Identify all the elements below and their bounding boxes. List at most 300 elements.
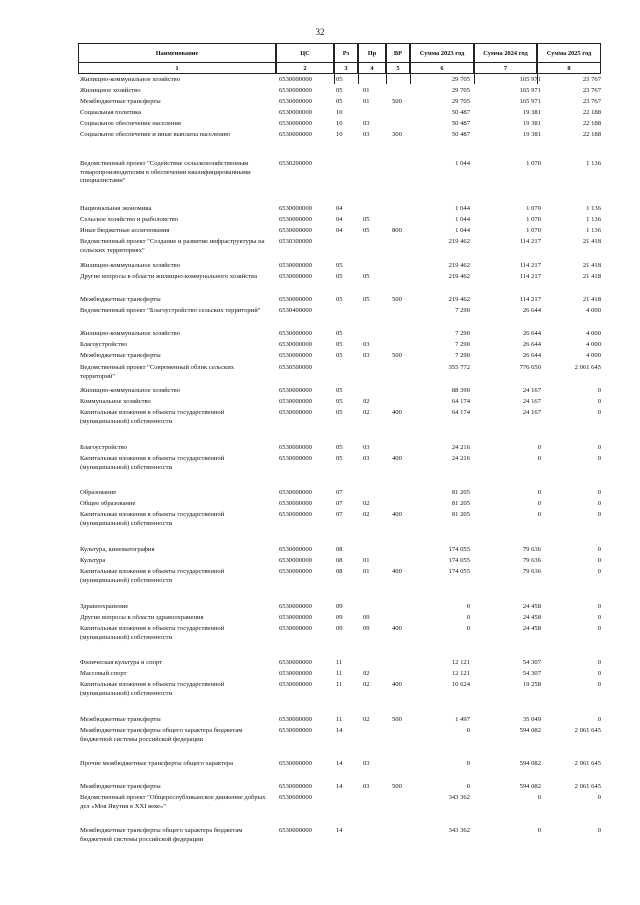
row-cs: 6530000000 — [279, 511, 312, 518]
row-rz: 05 — [336, 409, 343, 416]
row-sum-2024: 114 217 — [519, 262, 541, 269]
row-sum-2024: 1 070 — [526, 216, 541, 223]
row-cs: 6530000000 — [279, 120, 312, 127]
row-rz: 05 — [336, 444, 343, 451]
row-sum-2025: 2 061 645 — [574, 783, 601, 790]
row-pr: 02 — [363, 681, 370, 688]
row-vr: 400 — [392, 625, 402, 632]
header-pr: Пр — [358, 43, 386, 63]
row-pr: 02 — [363, 409, 370, 416]
row-sum-2024: 165 971 — [519, 98, 541, 105]
row-sum-2024: 24 458 — [522, 603, 541, 610]
row-sum-2024: 79 636 — [522, 557, 541, 564]
row-pr: 02 — [363, 398, 370, 405]
row-rz: 09 — [336, 603, 343, 610]
row-cs: 6530000000 — [279, 557, 312, 564]
row-sum-2024: 19 381 — [522, 109, 541, 116]
row-cs: 6530000000 — [279, 87, 312, 94]
row-rz: 10 — [336, 120, 343, 127]
row-sum-2023: 7 290 — [455, 341, 470, 348]
row-sum-2025: 23 767 — [582, 76, 601, 83]
col-number: 2 — [276, 63, 334, 74]
row-sum-2023: 174 055 — [448, 546, 470, 553]
row-sum-2024: 26 644 — [522, 352, 541, 359]
header-name: Наименование — [78, 43, 276, 63]
row-sum-2025: 0 — [597, 625, 601, 632]
row-name: Здравоохранение — [80, 603, 129, 610]
row-name: Ведомственный проект "Создание и развитие инфраструктуры на сельских территориях" — [80, 238, 265, 254]
row-cs: 6530000000 — [279, 98, 312, 105]
row-sum-2025: 0 — [597, 827, 601, 834]
page-number: 32 — [315, 27, 325, 37]
row-sum-2023: 29 705 — [451, 87, 470, 94]
row-sum-2023: 174 055 — [448, 568, 470, 575]
row-rz: 05 — [336, 76, 343, 83]
row-name: Ведомственный проект "Благоустройство сельских территорий" — [80, 307, 261, 314]
row-sum-2023: 7 290 — [455, 352, 470, 359]
row-cs: 6530000000 — [279, 546, 312, 553]
row-sum-2025: 0 — [597, 568, 601, 575]
row-cs: 6530000000 — [279, 387, 312, 394]
header-rz: Рз — [334, 43, 358, 63]
row-sum-2025: 0 — [597, 794, 601, 801]
row-sum-2025: 22 188 — [582, 109, 601, 116]
row-cs: 6530000000 — [279, 716, 312, 723]
row-sum-2023: 24 216 — [451, 455, 470, 462]
row-name: Социальная политика — [80, 109, 142, 116]
row-sum-2025: 1 136 — [586, 205, 601, 212]
row-sum-2024: 54 307 — [522, 659, 541, 666]
row-sum-2023: 81 205 — [451, 511, 470, 518]
row-name: Общее образование — [80, 500, 136, 507]
row-rz: 09 — [336, 614, 343, 621]
row-name: Другие вопросы в области жилищно-коммунального хозяйства — [80, 273, 257, 280]
row-rz: 05 — [336, 273, 343, 280]
row-sum-2025: 0 — [597, 489, 601, 496]
row-sum-2023: 29 705 — [451, 98, 470, 105]
row-rz: 04 — [336, 205, 343, 212]
row-sum-2025: 0 — [597, 500, 601, 507]
row-sum-2024: 114 217 — [519, 296, 541, 303]
row-rz: 05 — [336, 296, 343, 303]
row-sum-2023: 12 121 — [451, 659, 470, 666]
row-sum-2024: 19 381 — [522, 120, 541, 127]
row-sum-2024: 165 971 — [519, 87, 541, 94]
row-vr: 500 — [392, 296, 402, 303]
row-pr: 01 — [363, 98, 370, 105]
row-sum-2024: 0 — [537, 455, 541, 462]
row-sum-2024: 776 650 — [519, 364, 541, 371]
column-divider — [386, 74, 387, 84]
row-cs: 6530000000 — [279, 444, 312, 451]
row-sum-2023: 50 487 — [451, 120, 470, 127]
row-pr: 02 — [363, 716, 370, 723]
row-cs: 6530000000 — [279, 681, 312, 688]
row-pr: 09 — [363, 614, 370, 621]
row-cs: 6530000000 — [279, 330, 312, 337]
row-name: Жилищно-коммунальное хозяйство — [80, 387, 181, 394]
row-sum-2024: 0 — [537, 489, 541, 496]
header-cs: ЦС — [276, 43, 334, 63]
row-pr: 03 — [363, 131, 370, 138]
row-sum-2024: 24 167 — [522, 409, 541, 416]
row-cs: 6530000000 — [279, 216, 312, 223]
row-cs: 6530000000 — [279, 296, 312, 303]
row-rz: 04 — [336, 216, 343, 223]
row-cs: 6530500000 — [279, 364, 312, 371]
row-pr: 03 — [363, 120, 370, 127]
row-pr: 05 — [363, 296, 370, 303]
row-rz: 08 — [336, 546, 343, 553]
row-sum-2023: 29 705 — [451, 76, 470, 83]
row-name: Капитальные вложения в объекты государственной (муниципальной) собственности — [80, 409, 225, 425]
row-vr: 400 — [392, 409, 402, 416]
row-sum-2024: 24 167 — [522, 387, 541, 394]
row-sum-2023: 64 174 — [451, 409, 470, 416]
row-cs: 6530000000 — [279, 727, 312, 734]
row-sum-2024: 26 644 — [522, 341, 541, 348]
row-vr: 400 — [392, 681, 402, 688]
row-sum-2023: 24 216 — [451, 444, 470, 451]
row-sum-2023: 1 044 — [455, 216, 470, 223]
row-pr: 03 — [363, 455, 370, 462]
row-name: Культура, кинематография — [80, 546, 155, 553]
row-sum-2023: 343 362 — [448, 827, 470, 834]
row-pr: 03 — [363, 341, 370, 348]
row-sum-2023: 0 — [466, 625, 470, 632]
col-number: 5 — [386, 63, 410, 74]
row-sum-2025: 0 — [597, 670, 601, 677]
row-rz: 11 — [336, 670, 343, 677]
row-name: Социальное обеспечение и иные выплаты населению — [80, 131, 231, 138]
col-number: 8 — [537, 63, 601, 74]
row-name: Сельское хозяйство и рыболовство — [80, 216, 179, 223]
row-pr: 05 — [363, 273, 370, 280]
row-cs: 6530000000 — [279, 341, 312, 348]
row-sum-2024: 594 082 — [519, 783, 541, 790]
row-sum-2024: 26 644 — [522, 307, 541, 314]
row-name: Массовый спорт — [80, 670, 127, 677]
row-name: Капитальные вложения в объекты государственной (муниципальной) собственности — [80, 625, 225, 641]
row-name: Межбюджетные трансферты — [80, 783, 161, 790]
row-rz: 11 — [336, 716, 343, 723]
row-cs: 6530000000 — [279, 827, 312, 834]
row-cs: 6530000000 — [279, 489, 312, 496]
row-sum-2023: 219 462 — [448, 296, 470, 303]
row-name: Жилищно-коммунальное хозяйство — [80, 330, 181, 337]
row-name: Межбюджетные трансферты — [80, 296, 161, 303]
row-cs: 6530000000 — [279, 455, 312, 462]
row-vr: 500 — [392, 98, 402, 105]
col-number: 6 — [410, 63, 474, 74]
col-number: 7 — [474, 63, 537, 74]
row-rz: 07 — [336, 489, 343, 496]
row-sum-2024: 1 070 — [526, 205, 541, 212]
row-cs: 6530000000 — [279, 603, 312, 610]
row-sum-2024: 1 070 — [526, 227, 541, 234]
row-sum-2025: 23 767 — [582, 98, 601, 105]
row-cs: 6530000000 — [279, 568, 312, 575]
row-sum-2024: 24 167 — [522, 398, 541, 405]
row-cs: 6530000000 — [279, 131, 312, 138]
row-sum-2023: 219 462 — [448, 273, 470, 280]
row-pr: 02 — [363, 511, 370, 518]
row-pr: 01 — [363, 557, 370, 564]
row-vr: 500 — [392, 716, 402, 723]
row-name: Физическая культура и спорт — [80, 659, 163, 666]
row-sum-2025: 22 188 — [582, 120, 601, 127]
row-rz: 11 — [336, 659, 343, 666]
row-sum-2024: 0 — [537, 827, 541, 834]
header-sum-2023: Сумма 2023 год — [410, 43, 474, 63]
row-sum-2025: 21 418 — [582, 238, 601, 245]
col-number: 4 — [358, 63, 386, 74]
row-cs: 6530000000 — [279, 205, 312, 212]
row-cs: 6530000000 — [279, 670, 312, 677]
row-name: Ведомственный проект "Общереспубликанское движение добрых дел «Моя Якутия в XXI веке»" — [80, 794, 266, 810]
row-sum-2023: 1 044 — [455, 205, 470, 212]
row-name: Капитальные вложения в объекты государственной (муниципальной) собственности — [80, 568, 225, 584]
row-name: Жилищное хозяйство — [80, 87, 141, 94]
row-sum-2025: 0 — [597, 614, 601, 621]
row-pr: 01 — [363, 87, 370, 94]
row-sum-2023: 64 174 — [451, 398, 470, 405]
row-sum-2024: 19 381 — [522, 131, 541, 138]
row-sum-2024: 0 — [537, 794, 541, 801]
row-sum-2024: 594 082 — [519, 727, 541, 734]
row-rz: 10 — [336, 109, 343, 116]
row-sum-2023: 7 290 — [455, 330, 470, 337]
row-sum-2025: 21 418 — [582, 296, 601, 303]
row-name: Ведомственный проект "Современный облик сельских территорий" — [80, 364, 235, 380]
row-rz: 09 — [336, 625, 343, 632]
row-rz: 05 — [336, 352, 343, 359]
row-vr: 300 — [392, 131, 402, 138]
row-pr: 03 — [363, 444, 370, 451]
row-sum-2025: 0 — [597, 557, 601, 564]
row-sum-2025: 1 136 — [586, 227, 601, 234]
row-pr: 05 — [363, 227, 370, 234]
row-name: Благоустройство — [80, 341, 127, 348]
row-cs: 6530000000 — [279, 783, 312, 790]
row-sum-2023: 0 — [466, 783, 470, 790]
row-sum-2025: 0 — [597, 387, 601, 394]
row-name: Капитальные вложения в объекты государственной (муниципальной) собственности — [80, 511, 225, 527]
row-pr: 03 — [363, 783, 370, 790]
row-sum-2024: 114 217 — [519, 273, 541, 280]
col-number: 1 — [78, 63, 276, 74]
row-sum-2023: 81 205 — [451, 500, 470, 507]
column-divider — [358, 74, 359, 84]
row-rz: 14 — [336, 783, 343, 790]
row-name: Образование — [80, 489, 117, 496]
row-cs: 6530200000 — [279, 160, 312, 167]
row-sum-2025: 21 418 — [582, 273, 601, 280]
row-sum-2023: 0 — [466, 727, 470, 734]
header-sum-2025: Сумма 2025 год — [537, 43, 601, 63]
row-vr: 400 — [392, 455, 402, 462]
row-sum-2023: 10 624 — [451, 681, 470, 688]
row-sum-2025: 23 767 — [582, 87, 601, 94]
row-sum-2025: 0 — [597, 511, 601, 518]
row-rz: 05 — [336, 387, 343, 394]
row-sum-2023: 174 055 — [448, 557, 470, 564]
row-cs: 6530000000 — [279, 262, 312, 269]
row-sum-2025: 2 061 645 — [574, 727, 601, 734]
row-name: Другие вопросы в области здравоохранения — [80, 614, 204, 621]
row-cs: 6530000000 — [279, 352, 312, 359]
header-sum-2024: Сумма 2024 год — [474, 43, 537, 63]
row-name: Иные бюджетные ассигнования — [80, 227, 170, 234]
row-sum-2025: 0 — [597, 444, 601, 451]
row-cs: 6530000000 — [279, 109, 312, 116]
row-sum-2023: 0 — [466, 603, 470, 610]
row-rz: 10 — [336, 131, 343, 138]
row-rz: 07 — [336, 500, 343, 507]
row-sum-2023: 219 462 — [448, 238, 470, 245]
row-rz: 05 — [336, 262, 343, 269]
row-sum-2025: 0 — [597, 409, 601, 416]
row-pr: 05 — [363, 216, 370, 223]
row-sum-2024: 19 258 — [522, 681, 541, 688]
row-name: Жилищно-коммунальное хозяйство — [80, 76, 181, 83]
row-cs: 6530000000 — [279, 760, 312, 767]
header-vr: ВР — [386, 43, 410, 63]
row-vr: 400 — [392, 511, 402, 518]
row-name: Социальное обеспечение населения — [80, 120, 181, 127]
row-sum-2025: 22 188 — [582, 131, 601, 138]
row-sum-2024: 0 — [537, 500, 541, 507]
column-divider — [334, 74, 335, 84]
row-rz: 11 — [336, 681, 343, 688]
row-pr: 02 — [363, 670, 370, 677]
row-sum-2023: 81 205 — [451, 489, 470, 496]
row-name: Прочие межбюджетные трансферты общего характера — [80, 760, 234, 767]
row-sum-2025: 4 000 — [586, 330, 601, 337]
row-sum-2023: 219 462 — [448, 262, 470, 269]
row-cs: 6530300000 — [279, 238, 312, 245]
row-sum-2023: 12 121 — [451, 670, 470, 677]
row-sum-2024: 24 458 — [522, 614, 541, 621]
row-sum-2025: 0 — [597, 603, 601, 610]
row-sum-2023: 50 487 — [451, 109, 470, 116]
row-sum-2025: 21 418 — [582, 262, 601, 269]
row-cs: 6530000000 — [279, 409, 312, 416]
row-sum-2023: 7 290 — [455, 307, 470, 314]
row-rz: 05 — [336, 398, 343, 405]
row-name: Межбюджетные трансферты — [80, 352, 161, 359]
row-cs: 6530000000 — [279, 614, 312, 621]
row-sum-2024: 35 049 — [522, 716, 541, 723]
row-rz: 08 — [336, 568, 343, 575]
row-name: Национальная экономика — [80, 205, 152, 212]
row-sum-2023: 343 362 — [448, 794, 470, 801]
row-rz: 05 — [336, 455, 343, 462]
row-name: Капитальные вложения в объекты государственной (муниципальной) собственности — [80, 681, 225, 697]
row-sum-2024: 24 458 — [522, 625, 541, 632]
row-name: Межбюджетные трансферты общего характера бюджетам бюджетной системы российской федерации — [80, 727, 243, 743]
row-name: Благоустройство — [80, 444, 127, 451]
row-pr: 03 — [363, 352, 370, 359]
row-rz: 05 — [336, 98, 343, 105]
row-sum-2024: 79 636 — [522, 546, 541, 553]
row-sum-2023: 1 044 — [455, 227, 470, 234]
row-sum-2024: 79 636 — [522, 568, 541, 575]
row-cs: 6530000000 — [279, 273, 312, 280]
row-sum-2024: 165 971 — [519, 76, 541, 83]
row-name: Ведомственный проект "Содействие сельскохозяйственным товаропроизводителям в обеспечении квалифицированными специалистами" — [80, 160, 251, 185]
row-rz: 04 — [336, 227, 343, 234]
row-rz: 07 — [336, 511, 343, 518]
row-sum-2023: 50 487 — [451, 131, 470, 138]
row-cs: 6530000000 — [279, 659, 312, 666]
row-cs: 6530000000 — [279, 625, 312, 632]
row-sum-2025: 0 — [597, 398, 601, 405]
row-rz: 05 — [336, 87, 343, 94]
row-sum-2024: 114 217 — [519, 238, 541, 245]
row-cs: 6530400000 — [279, 307, 312, 314]
row-pr: 09 — [363, 625, 370, 632]
row-cs: 6530000000 — [279, 398, 312, 405]
row-sum-2023: 1 497 — [455, 716, 470, 723]
row-sum-2024: 0 — [537, 511, 541, 518]
row-cs: 6530000000 — [279, 76, 312, 83]
row-sum-2025: 4 000 — [586, 307, 601, 314]
row-vr: 500 — [392, 352, 402, 359]
row-sum-2025: 1 136 — [586, 216, 601, 223]
row-sum-2025: 4 000 — [586, 352, 601, 359]
row-sum-2023: 0 — [466, 760, 470, 767]
row-rz: 14 — [336, 727, 343, 734]
row-pr: 03 — [363, 760, 370, 767]
row-vr: 800 — [392, 227, 402, 234]
column-divider — [410, 74, 411, 84]
row-name: Жилищно-коммунальное хозяйство — [80, 262, 181, 269]
row-rz: 05 — [336, 341, 343, 348]
row-sum-2025: 0 — [597, 546, 601, 553]
row-pr: 02 — [363, 500, 370, 507]
row-sum-2024: 1 070 — [526, 160, 541, 167]
row-name: Межбюджетные трансферты — [80, 98, 161, 105]
row-name: Коммунальное хозяйство — [80, 398, 151, 405]
row-sum-2023: 1 044 — [455, 160, 470, 167]
column-divider — [474, 74, 475, 84]
row-cs: 6530600000 — [279, 794, 312, 801]
row-sum-2025: 1 136 — [586, 160, 601, 167]
row-rz: 08 — [336, 557, 343, 564]
row-name: Капитальные вложения в объекты государственной (муниципальной) собственности — [80, 455, 225, 471]
row-rz: 14 — [336, 760, 343, 767]
row-name: Культура — [80, 557, 106, 564]
row-sum-2024: 0 — [537, 444, 541, 451]
row-cs: 6530000000 — [279, 500, 312, 507]
row-sum-2024: 594 082 — [519, 760, 541, 767]
row-sum-2024: 26 644 — [522, 330, 541, 337]
row-name: Межбюджетные трансферты — [80, 716, 161, 723]
row-sum-2025: 0 — [597, 455, 601, 462]
row-sum-2023: 0 — [466, 614, 470, 621]
row-sum-2025: 2 061 645 — [574, 364, 601, 371]
row-vr: 500 — [392, 783, 402, 790]
row-rz: 14 — [336, 827, 343, 834]
row-sum-2025: 0 — [597, 716, 601, 723]
row-cs: 6530000000 — [279, 227, 312, 234]
row-sum-2024: 54 307 — [522, 670, 541, 677]
row-sum-2023: 355 772 — [448, 364, 470, 371]
row-sum-2023: 88 390 — [451, 387, 470, 394]
row-sum-2025: 0 — [597, 659, 601, 666]
row-sum-2025: 2 061 645 — [574, 760, 601, 767]
